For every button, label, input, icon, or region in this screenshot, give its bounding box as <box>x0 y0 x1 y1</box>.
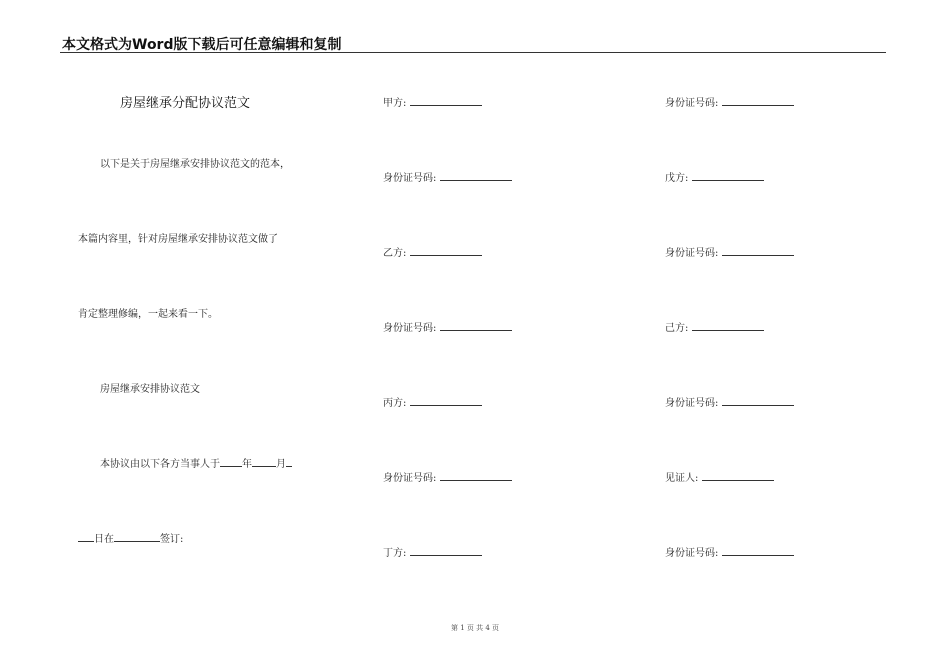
year-label: 年 <box>242 459 252 470</box>
id-number-blank[interactable] <box>440 170 512 181</box>
day-label: 日在 <box>94 534 114 545</box>
agreement-sentence-line-1 <box>100 455 292 470</box>
agreement-subtitle: 房屋继承安排协议范文 <box>100 384 200 395</box>
party-ding-blank[interactable] <box>410 545 482 556</box>
id-number-label: 身份证号码: <box>383 473 437 484</box>
party-field <box>383 169 512 184</box>
left-column <box>0 0 350 672</box>
header-banner: 本文格式为Word版下载后可任意编辑和复制 <box>62 37 342 53</box>
id-number-blank[interactable] <box>722 95 794 106</box>
party-field <box>665 169 764 184</box>
id-number-blank[interactable] <box>440 470 512 481</box>
id-number-label: 身份证号码: <box>665 548 719 559</box>
day-blank[interactable] <box>78 532 94 542</box>
party-field <box>665 469 774 484</box>
party-ji-blank[interactable] <box>692 320 764 331</box>
party-field <box>665 319 764 334</box>
id-number-blank[interactable] <box>440 320 512 331</box>
id-number-blank[interactable] <box>722 545 794 556</box>
page-number: 第 1 页 共 4 页 <box>450 624 500 632</box>
month-blank[interactable] <box>252 457 276 467</box>
place-blank[interactable] <box>114 532 160 542</box>
agreement-sentence-line-2 <box>78 530 183 545</box>
party-field <box>383 244 482 259</box>
month-label: 月 <box>276 459 286 470</box>
party-field <box>383 94 482 109</box>
party-field <box>665 394 794 409</box>
party-bing-label: 丙方: <box>383 398 407 409</box>
id-number-label: 身份证号码: <box>665 248 719 259</box>
intro-line-1: 以下是关于房屋继承安排协议范文的范本， <box>100 159 290 170</box>
right-column <box>630 0 950 672</box>
id-number-blank[interactable] <box>722 245 794 256</box>
party-jia-blank[interactable] <box>410 95 482 106</box>
party-wu-blank[interactable] <box>692 170 764 181</box>
id-number-label: 身份证号码: <box>383 173 437 184</box>
id-number-label: 身份证号码: <box>665 398 719 409</box>
id-number-label: 身份证号码: <box>383 323 437 334</box>
party-field <box>665 244 794 259</box>
witness-label: 见证人: <box>665 473 699 484</box>
signed-label: 签订: <box>160 534 184 545</box>
document-title: 房屋继承分配协议范文 <box>120 96 251 111</box>
party-yi-label: 乙方: <box>383 248 407 259</box>
party-yi-blank[interactable] <box>410 245 482 256</box>
party-field <box>665 94 794 109</box>
agreement-intro-text: 本协议由以下各方当事人于 <box>100 459 220 470</box>
middle-column <box>350 0 630 672</box>
party-ji-label: 己方: <box>665 323 689 334</box>
party-field <box>383 544 482 559</box>
intro-line-2: 本篇内容里，针对房屋继承安排协议范文做了 <box>78 234 278 245</box>
party-field <box>383 394 482 409</box>
party-field <box>383 319 512 334</box>
day-blank-start[interactable] <box>286 457 292 467</box>
intro-line-3: 肯定整理修编，一起来看一下。 <box>78 309 218 320</box>
party-field <box>665 544 794 559</box>
id-number-label: 身份证号码: <box>665 98 719 109</box>
id-number-blank[interactable] <box>722 395 794 406</box>
year-blank[interactable] <box>220 457 242 467</box>
party-bing-blank[interactable] <box>410 395 482 406</box>
party-wu-label: 戊方: <box>665 173 689 184</box>
party-jia-label: 甲方: <box>383 98 407 109</box>
party-ding-label: 丁方: <box>383 548 407 559</box>
party-field <box>383 469 512 484</box>
witness-blank[interactable] <box>702 470 774 481</box>
